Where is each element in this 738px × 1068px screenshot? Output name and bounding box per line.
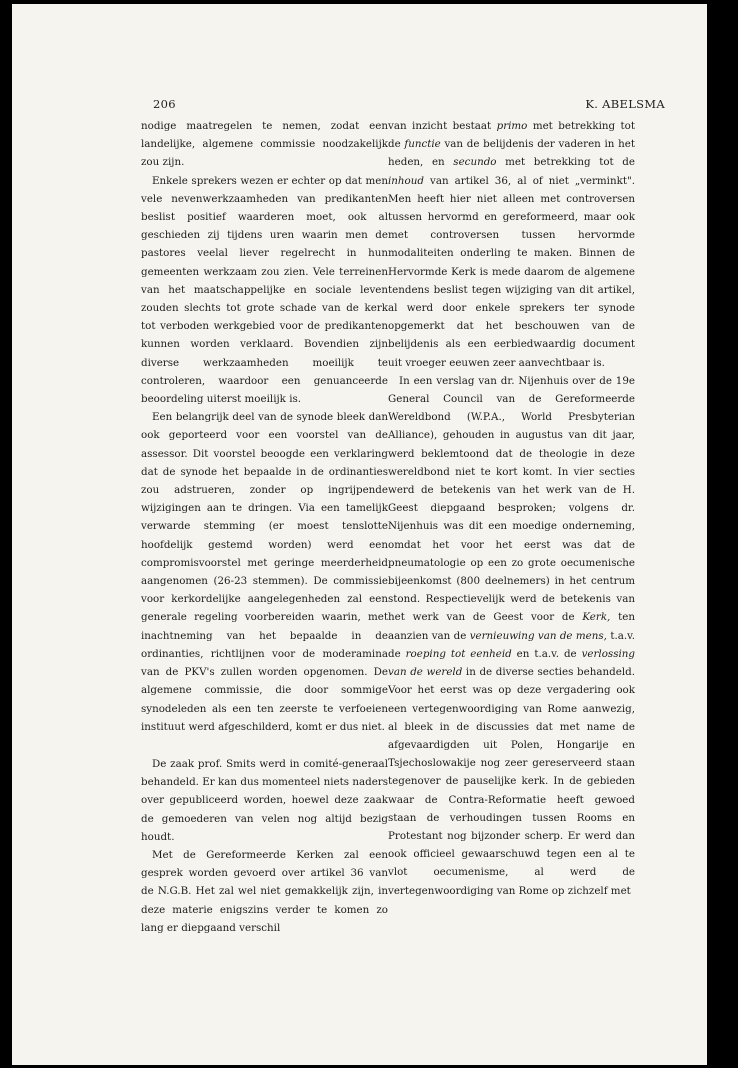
right-column [388,117,635,900]
paragraph: Enkele sprekers wezen er echter op dat men vele nevenwerkzaamheden van predikanten beslist positief waarderen moet, ook al geschieden zij tijdens uren waarin men de pastores veelal liever regelrecht in hun gemeenten werkzaam zou zien. Vele terreinen van het maatschappelijke en sociale leven zouden slechts tot grote schade van de kerk tot verboden werkgebied voor de predikanten kunnen worden verklaard. Bovendien zijn diverse werkzaamheden moeilijk te controleren, waardoor een genuanceerde beoordeling uiterst moeilijk is. [141,174,388,406]
running-head-author: K. ABELSMA [585,97,665,111]
paragraph: van inzicht bestaat primo met betrekking tot de functie van de belijdenis der vaderen in het heden, en secundo met betrekking tot de inhoud van artikel 36, al of niet „verminkt". Men heeft hier niet alleen met controversen tussen hervormd en gereformeerd, maar ook met controversen tussen hervormde modaliteiten onderling te maken. Binnen de Hervormde Kerk is mede daarom de algemene tendens beslist tegen wijziging van dit artikel, al werd door enkele sprekers ter synode opgemerkt dat het beschouwen van de belijdenis als een eerbiedwaardig document uit vroeger eeuwen zeer aanvechtbaar is. [388,120,636,369]
paragraph: In een verslag van dr. Nijenhuis over de 19e General Council van de Gereformeerde Wereldbond (W.P.A., World Presbyterian Alliance), gehouden in augustus van dit jaar, werd beklemtoond dat de theologie in deze wereldbond niet te kort komt. In vier secties werd de betekenis van het werk van de H. Geest diepgaand besproken; volgens dr. Nijenhuis was dit een moedige onderneming, omdat het voor het eerst was dat de pneumatologie op een zo grote oecumenische bijeenkomst (800 deelnemers) in het centrum stond. Respectievelijk werd de betekenis van het werk van de Geest voor de Kerk, ten aanzien van de vernieuwing van de mens, t.a.v. de roeping tot eenheid en t.a.v. de verlossing van de wereld in de diverse secties behandeld. Voor het eerst was op deze vergadering ook een vertegenwoordiging van Rome aanwezig, al bleek in de discussies dat met name de afgevaardigden uit Polen, Hongarije en Tsjechoslowakije nog zeer gereserveerd staan tegenover de pauselijke kerk. In de gebieden waar de Contra-Reformatie heeft gewoed staan de verhoudingen tussen Rooms en Protestant nog bijzonder scherp. Er werd dan ook officieel gewaarschuwd tegen een al te vlot oecumenisme, al werd de vertegenwoordiging van Rome op zichzelf met [388,374,636,897]
paragraph: Met de Gereformeerde Kerken zal een gesprek worden gevoerd over artikel 36 van de N.G.B. Het zal wel niet gemakkelijk zijn, in deze materie enigszins verder te komen zo lang er diepgaand verschil [141,848,388,934]
left-column [141,117,388,937]
paragraph: nodige maatregelen te nemen, zodat een landelijke, algemene commissie noodzakelijk zou zijn. [141,120,388,169]
paragraph: De zaak prof. Smits werd in comité-generaal behandeld. Er kan dus momenteel niets naders over gepubliceerd worden, hoewel deze zaak de gemoederen van velen nog altijd bezig houdt. [141,757,388,843]
page-number: 206 [153,97,176,111]
paragraph: Een belangrijk deel van de synode bleek dan ook geporteerd voor een voorstel van de assessor. Dit voorstel beoogde een verklaring dat de synode het bepaalde in de ordinanties zou adstrueren, zonder op ingrijpende wijzigingen aan te dringen. Via een tamelijk verwarde stemming (er moest tenslotte hoofdelijk gestemd worden) werd een compromisvoorstel met geringe meerderheid aangenomen (26-23 stemmen). De commissie voor kerkordelijke aangelegenheden zal een generale regeling voorbereiden waarin, met inachtneming van het bepaalde in de ordinanties, richtlijnen voor de moderamina van de PKV's zullen worden opgenomen. De algemene commissie, die door sommige synodeleden als een ten zeerste te verfoeien instituut werd afgeschilderd, komt er dus niet. [141,411,388,733]
